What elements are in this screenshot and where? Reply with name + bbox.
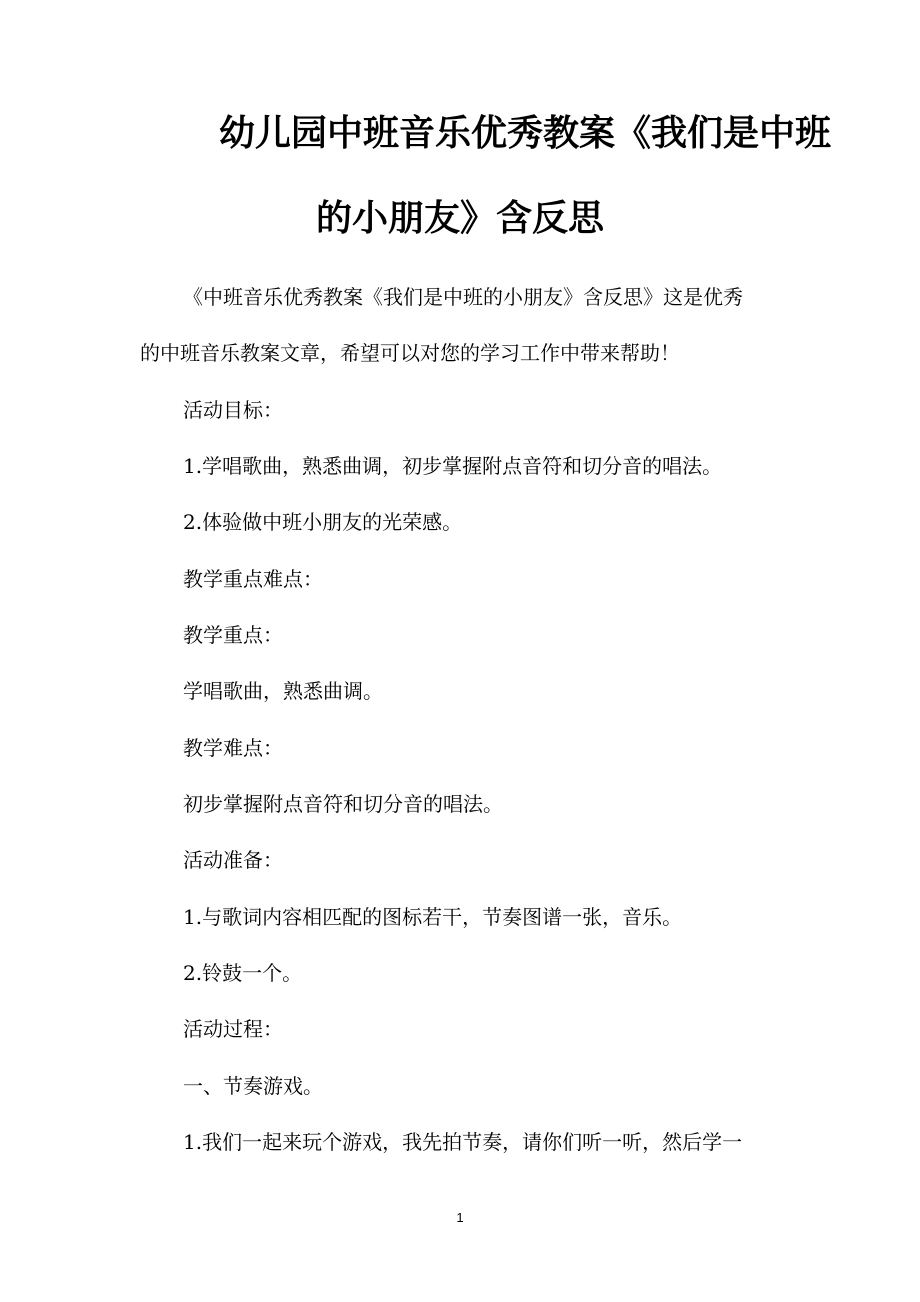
document-title-line-2: 的小朋友》含反思 xyxy=(315,198,604,239)
paragraph-key-difficult-points: 教学重点难点： xyxy=(183,567,323,591)
intro-line-2: 的中班音乐教案文章，希望可以对您的学习工作中带来帮助！ xyxy=(140,341,680,365)
paragraph-key-point-heading: 教学重点： xyxy=(183,623,283,647)
paragraph-rhythm-game: 一、节奏游戏。 xyxy=(183,1074,323,1098)
page-number: 1 xyxy=(456,1210,464,1225)
paragraph-preparation-1: 1.与歌词内容相匹配的图标若干，节奏图谱一张，音乐。 xyxy=(183,905,683,929)
paragraph-goal-2: 2.体验做中班小朋友的光荣感。 xyxy=(183,510,463,534)
paragraph-goal-1: 1.学唱歌曲，熟悉曲调，初步掌握附点音符和切分音的唱法。 xyxy=(183,454,723,478)
document-title-line-1: 幼儿园中班音乐优秀教案《我们是中班 xyxy=(219,113,832,154)
paragraph-process-step-1: 1.我们一起来玩个游戏，我先拍节奏，请你们听一听，然后学一 xyxy=(183,1130,743,1154)
paragraph-activity-goals: 活动目标： xyxy=(183,398,283,422)
paragraph-preparation-2: 2.铃鼓一个。 xyxy=(183,961,303,985)
paragraph-preparation-heading: 活动准备： xyxy=(183,848,283,872)
paragraph-difficult-point: 初步掌握附点音符和切分音的唱法。 xyxy=(183,792,503,816)
paragraph-process-heading: 活动过程： xyxy=(183,1017,283,1041)
paragraph-difficult-point-heading: 教学难点： xyxy=(183,736,283,760)
intro-line-1: 《中班音乐优秀教案《我们是中班的小朋友》含反思》这是优秀 xyxy=(183,285,743,309)
paragraph-key-point: 学唱歌曲，熟悉曲调。 xyxy=(183,679,383,703)
